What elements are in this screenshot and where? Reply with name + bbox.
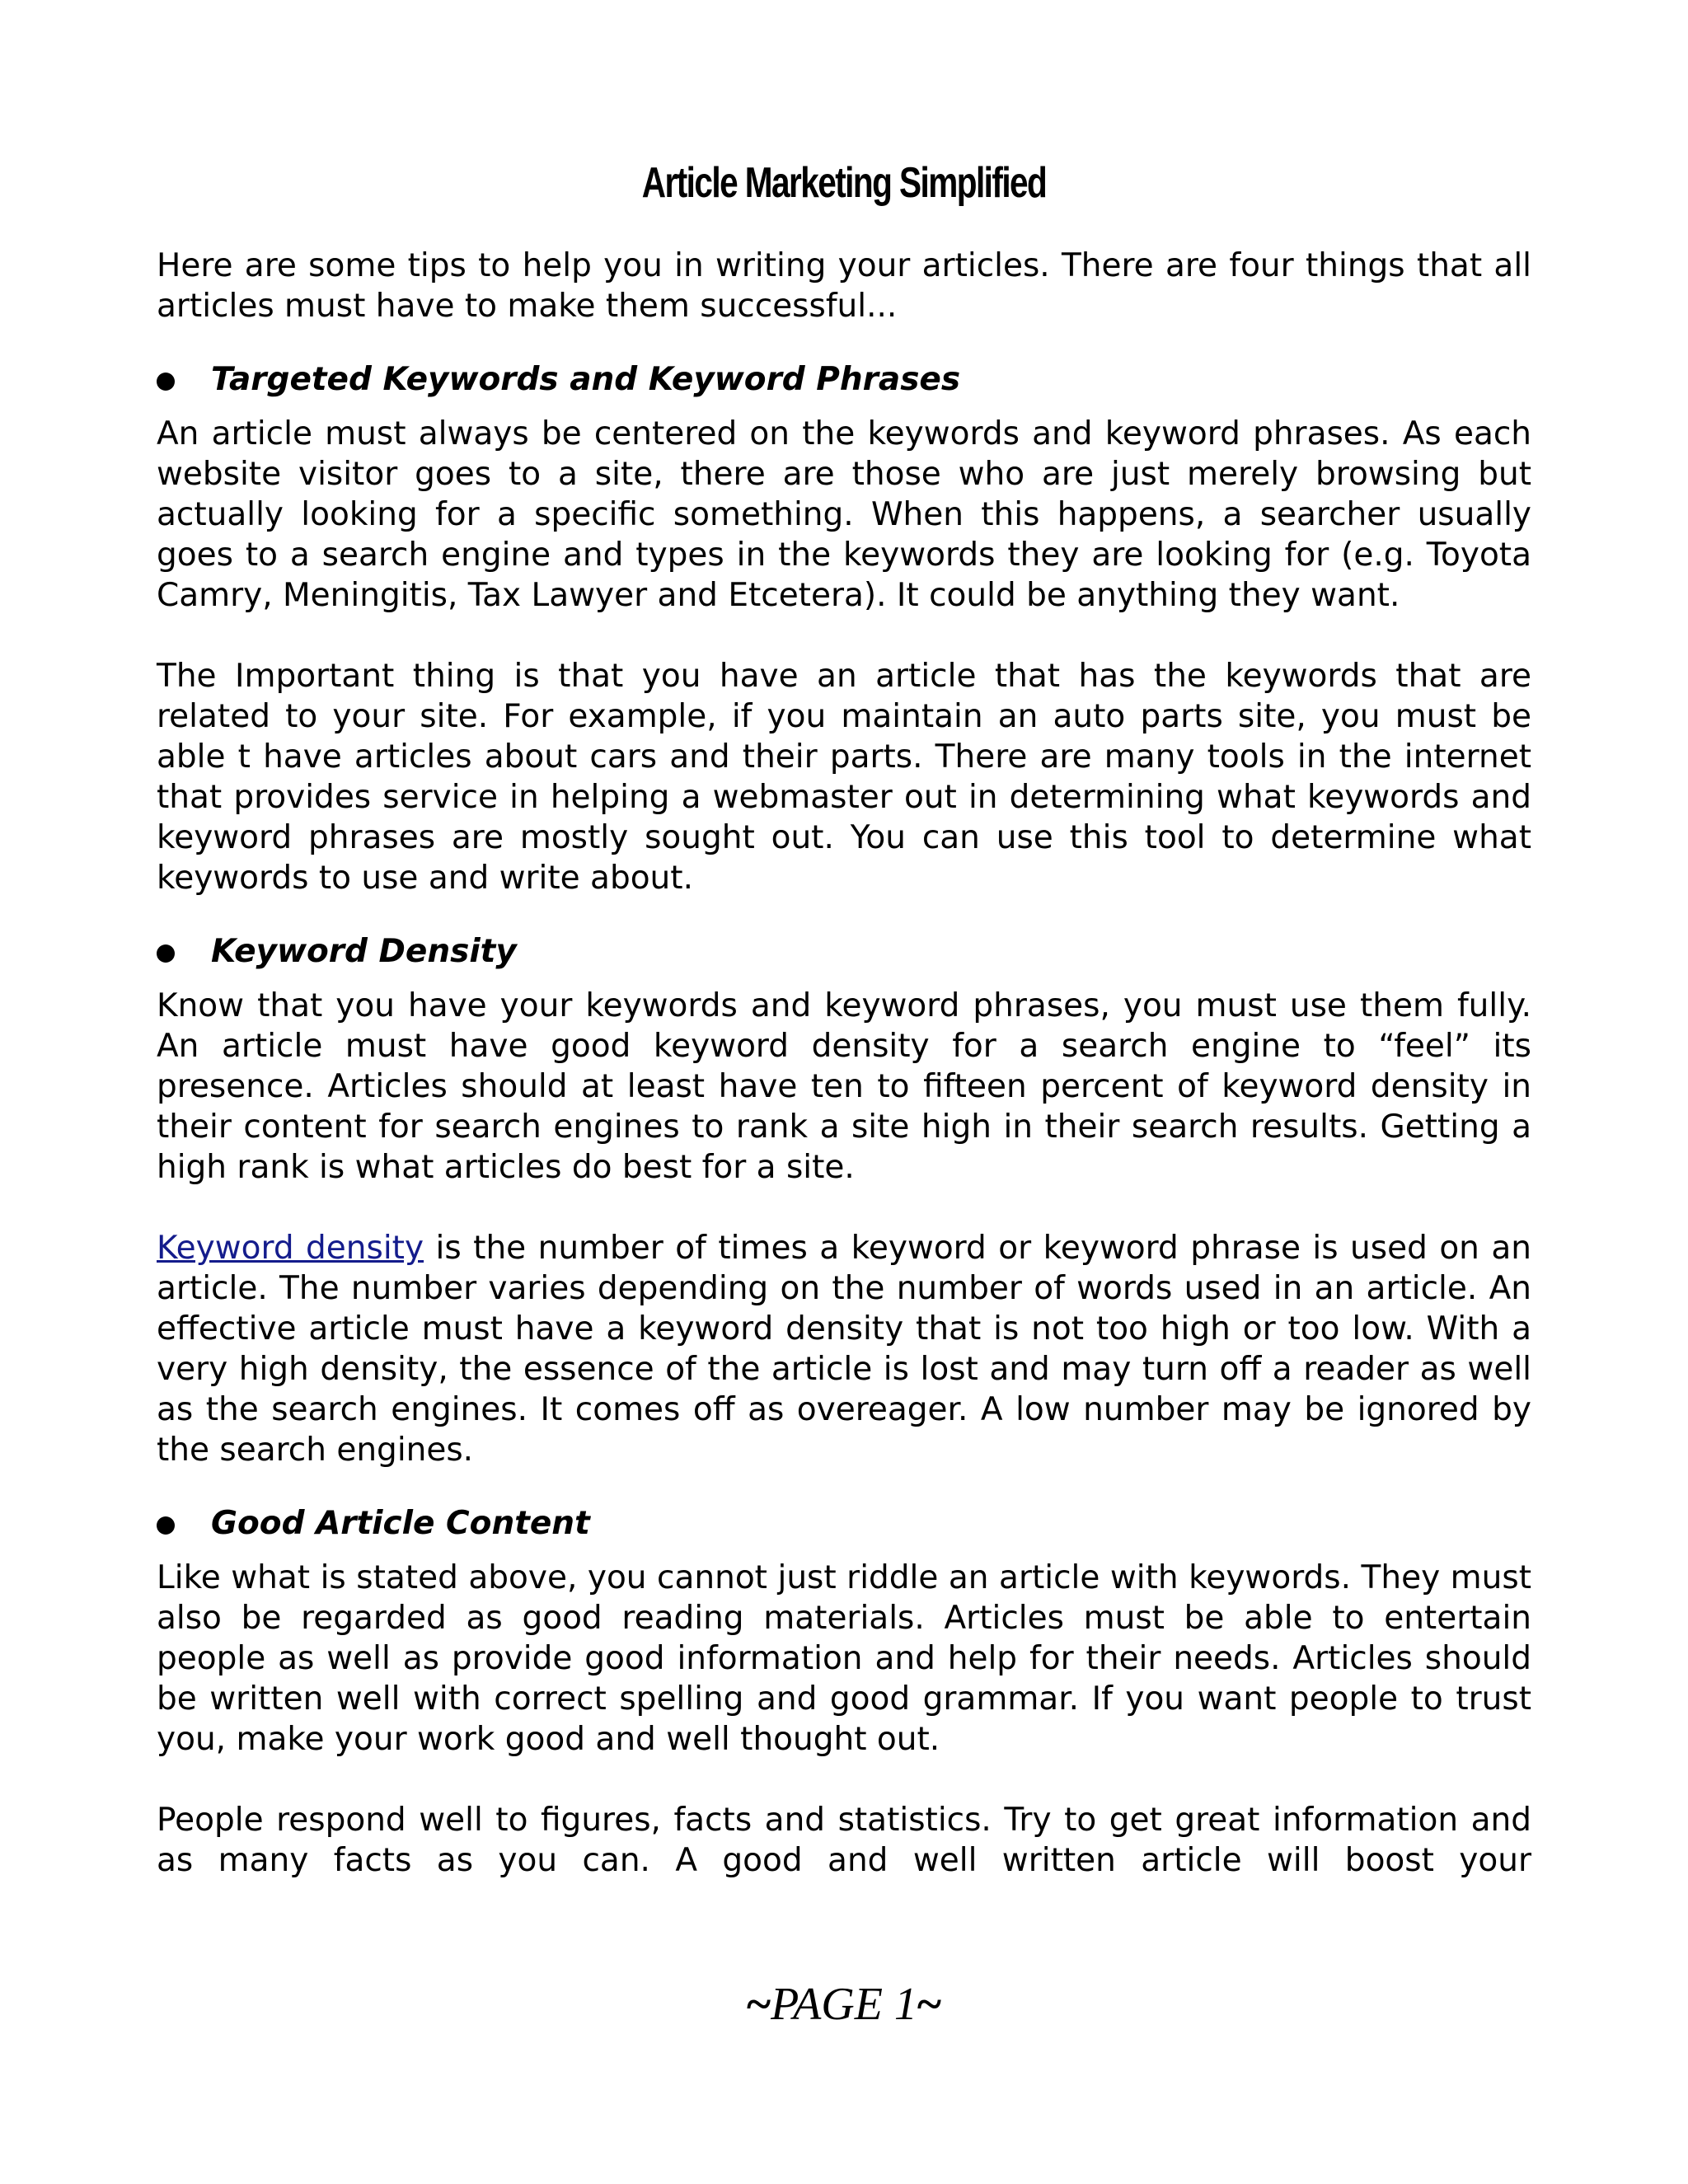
intro-paragraph: Here are some tips to help you in writing your articles. There are four things that all articles must have to make them successful... xyxy=(157,247,1531,325)
section-heading-label: Targeted Keywords and Keyword Phrases xyxy=(211,361,961,398)
article-body xyxy=(157,246,1531,1881)
section-heading-keyword-density xyxy=(157,931,1531,972)
page-number-label: PAGE 1 xyxy=(771,1979,917,2030)
section-heading-label: Good Article Content xyxy=(211,1505,590,1542)
section-paragraph: The Important thing is that you have an article that has the keywords that are related to your site. For example, if you maintain an auto parts site, you must be able t have articles about cars and their parts. There are many tools in the internet that provides service in helping a webmaster out in determining what keywords and keyword phrases are mostly sought out. You can use this tool to determine what keywords to use and write about. xyxy=(157,658,1531,897)
bullet-icon xyxy=(157,359,211,400)
section-paragraph: Know that you have your keywords and keyword phrases, you must use them fully. An article must have good keyword density for a search engine to “feel” its presence. Articles should at least have ten to fifteen percent of keyword density in their content for search engines to rank a site high in their search results. Getting a high rank is what articles do best for a site. xyxy=(157,987,1531,1186)
section-paragraph: Like what is stated above, you cannot just riddle an article with keywords. They must also be regarded as good reading materials. Articles must be able to entertain people as well as provide good information and help for their needs. Articles should be written well with correct spelling and good grammar. If you want people to trust you, make your work good and well thought out. xyxy=(157,1559,1531,1758)
page-footer xyxy=(0,1978,1688,2031)
section-paragraph: An article must always be centered on the keywords and keyword phrases. As each website visitor goes to a site, there are those who are just merely browsing but actually looking for a specific something. When this happens, a searcher usually goes to a search engine and types in the keywords they are looking for (e.g. Toyota Camry, Meningitis, Tax Lawyer and Etcetera). It could be anything they want. xyxy=(157,415,1531,614)
footer-tilde-right: ~ xyxy=(917,1979,942,2030)
page-title: Article Marketing Simplified xyxy=(641,159,1047,207)
bullet-icon xyxy=(157,1503,211,1544)
section-heading-good-article-content xyxy=(157,1503,1531,1544)
footer-tilde-left: ~ xyxy=(746,1979,771,2030)
section-paragraph-with-link xyxy=(157,1228,1531,1470)
keyword-density-link[interactable]: Keyword density xyxy=(157,1230,424,1267)
bullet-icon xyxy=(157,931,211,972)
link-paragraph-text: is the number of times a keyword or keyword phrase is used on an article. The number varies depending on the number of words used in an article. An effective article must have a keyword density that is not too high or too low. With a very high density, the essence of the article is lost and may turn off a reader as well as the search engines. It comes off as overeager. A low number may be ignored by the search engines. xyxy=(157,1230,1531,1469)
section-heading-label: Keyword Density xyxy=(211,933,517,970)
section-paragraph: People respond well to figures, facts and statistics. Try to get great information and as many facts as you can. A good and well written article will boost your xyxy=(157,1802,1531,1879)
section-heading-targeted-keywords xyxy=(157,359,1531,400)
